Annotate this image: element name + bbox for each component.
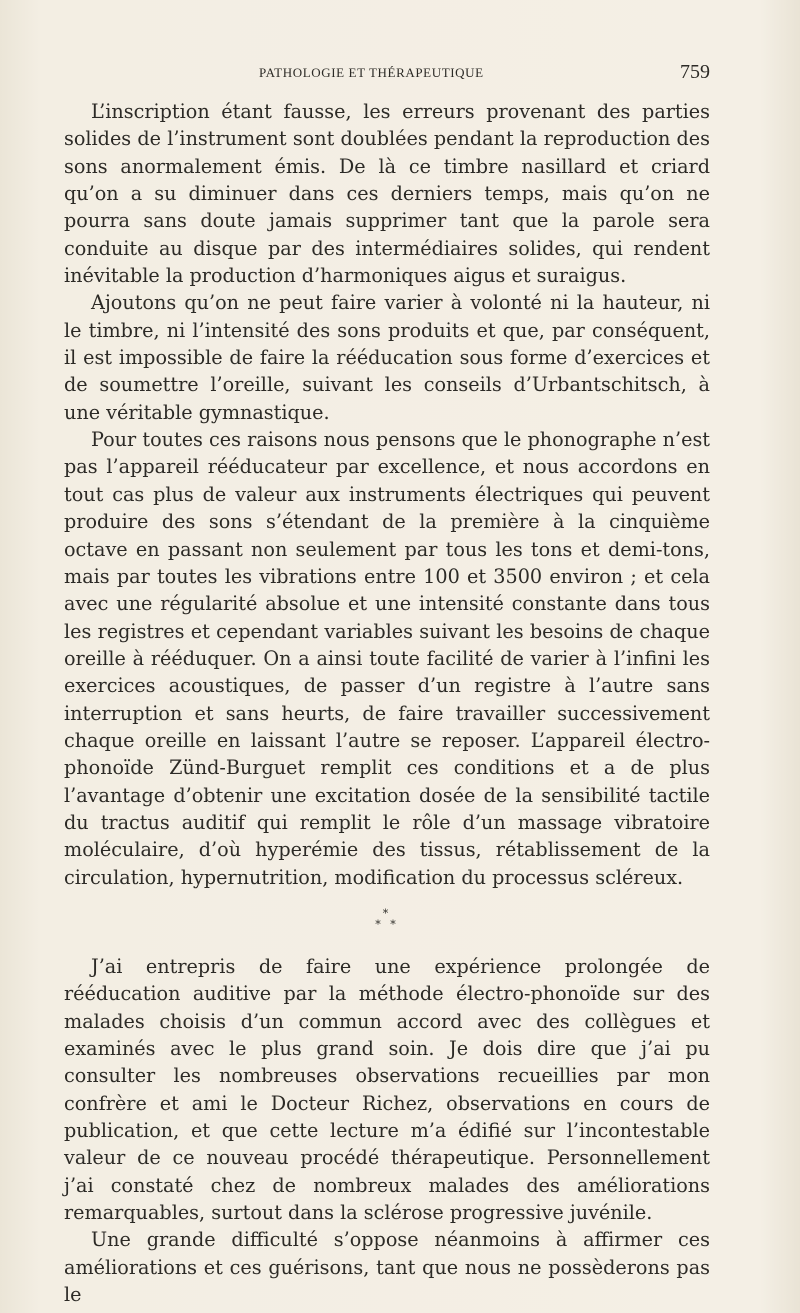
paragraph: J’ai entrepris de faire une expérience prolongée de rééducation auditive par la méthode électro-phonoïde sur des malades choisis d’un commun accord avec des collègues et examinés avec le plus grand soin. Je dois dire que j’ai pu consulter les nombreuses observations recueillies par mon confrère et ami le Docteur Richez, observations en cours de publication, et que cette lecture m’a édifié sur l’incontestable valeur de ce nouveau procédé thérapeutique. Personnellement j’ai constaté chez de nombreux malades des améliorations remarquables, surtout dans la sclérose progressive juvénile. (64, 954, 710, 1225)
paragraph: Pour toutes ces raisons nous pensons que le phonographe n’est pas l’appareil rééducateur par excellence, et nous accordons en tout cas plus de valeur aux instruments électriques qui peuvent produire des sons s’étendant de la première à la cinquième octave en passant non seulement par tous les tons et demi-tons, mais par toutes les vibrations entre 100 et 3500 environ ; et cela avec une régularité absolue et une intensité constante dans tous les registres et cependant variables suivant les besoins de chaque oreille à rééduquer. On a ainsi toute facilité de varier à l’infini les exercices acoustiques, de passer d’un registre à l’autre sans interruption et sans heurts, de faire travailler successivement chaque oreille en laissant l’autre se reposer. L’appareil électro-phonoïde Zünd-Burguet remplit ces conditions et a de plus l’avantage d’obtenir une excitation dosée de la sensibilité tactile du tractus auditif qui remplit le rôle d’un massage vibratoire moléculaire, d’où hyperémie des tissus, rétablissement de la circulation, hypernutrition, modification du processus scléreux. (64, 428, 710, 889)
paragraph: L’inscription étant fausse, les erreurs provenant des parties solides de l’instrument sont doublées pendant la reproduction des sons anormalement émis. De là ce timbre nasillard et criard qu’on a su diminuer dans ces derniers temps, mais qu’on ne pourra sans doute jamais supprimer tant que la parole sera conduite au disque par des intermédiaires solides, qui rendent inévitable la production d’harmoniques aigus et suraigus. (64, 100, 710, 288)
running-head (64, 61, 710, 85)
page-number: 759 (680, 61, 710, 83)
running-title: PATHOLOGIE ET THÉRAPEUTIQUE (259, 65, 484, 80)
asterism-separator (64, 908, 710, 930)
asterism-bottom: * * (375, 917, 399, 931)
asterism-top: * (382, 906, 392, 920)
paragraph: Une grande difficulté s’oppose néanmoins à affirmer ces améliorations et ces guérisons, tant que nous ne possèderons pas le (64, 1228, 710, 1307)
body-text (64, 98, 710, 1308)
paragraph: Ajoutons qu’on ne peut faire varier à volonté ni la hauteur, ni le timbre, ni l’intensité des sons produits et que, par conséquent, il est impossible de faire la rééducation sous forme d’exercices et de soumettre l’oreille, suivant les conseils d’Urbantschitsch, à une véritable gymnastique. (64, 291, 710, 424)
